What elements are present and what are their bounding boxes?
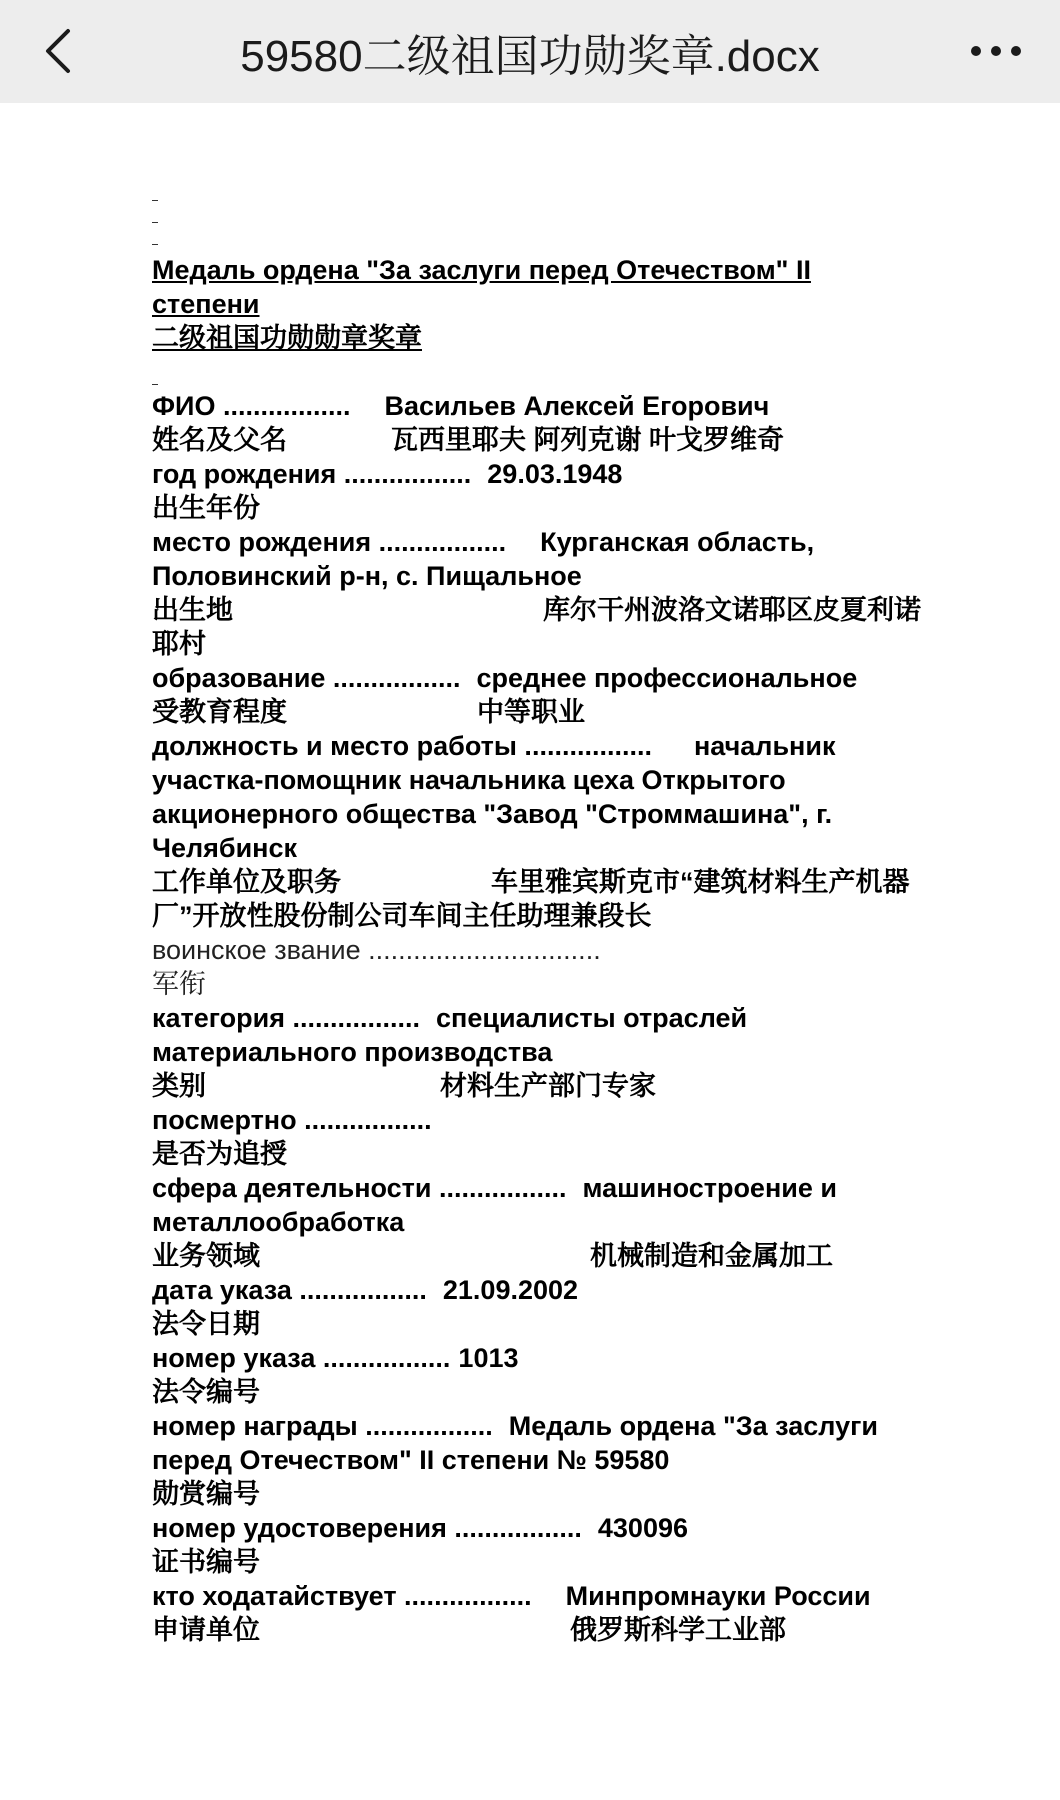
field-text: 1013 <box>458 1343 519 1373</box>
field-place-cont: Половинский р-н, с. Пищальное <box>152 561 582 591</box>
field-birth-cn: 出生年份 <box>152 493 260 523</box>
field-text: начальник <box>693 731 836 761</box>
field-text: 材料生产部门专家 <box>440 1071 656 1101</box>
field-sphere-cn <box>152 1239 982 1273</box>
field-text: 受教育程度 <box>152 697 287 727</box>
field-text: среднее профессиональное <box>476 663 858 693</box>
field-award-number-cont: перед Отечеством" II степени № 59580 <box>152 1445 670 1475</box>
field-place <box>152 525 982 559</box>
field-sphere <box>152 1171 982 1205</box>
field-text: 类别 <box>152 1071 206 1101</box>
field-rank: воинское звание ............................... <box>152 935 601 965</box>
field-decree-number-cn: 法令编号 <box>152 1377 260 1407</box>
empty-line-marker <box>152 384 158 385</box>
field-education <box>152 661 982 695</box>
field-text: 29.03.1948 <box>487 459 623 489</box>
field-fio <box>152 389 982 423</box>
field-text: 21.09.2002 <box>442 1275 579 1305</box>
field-job-cn-cont: 厂”开放性股份制公司车间主任助理兼段长 <box>152 901 652 931</box>
field-text: 业务领域 <box>152 1241 260 1271</box>
field-text: место рождения ................. <box>152 527 507 557</box>
field-text: Медаль ордена "За заслуги перед Отечеством" II <box>152 255 811 285</box>
document-body <box>152 200 982 1647</box>
field-text: год рождения ................. <box>152 459 472 489</box>
field-text: номер удостоверения ................. <box>152 1513 582 1543</box>
empty-line-marker <box>152 222 158 223</box>
field-text: 中等职业 <box>477 697 585 727</box>
field-fio-cn <box>152 423 982 457</box>
field-category <box>152 1001 982 1035</box>
top-bar <box>0 0 1060 103</box>
more-dots-icon <box>970 45 1022 57</box>
field-decree-date-cn: 法令日期 <box>152 1309 260 1339</box>
field-text: 车里雅宾斯克市“建筑材料生产机器 <box>491 867 910 897</box>
more-button[interactable] <box>964 30 1028 72</box>
field-award-number-cn: 勋赏编号 <box>152 1479 260 1509</box>
field-place-cn <box>152 593 982 627</box>
field-text: категория ................. <box>152 1003 421 1033</box>
field-text: кто ходатайствует ................. <box>152 1581 532 1611</box>
field-text: ФИО ................. <box>152 391 351 421</box>
empty-line-marker <box>152 244 158 245</box>
field-text: Васильев Алексей Егорович <box>384 391 770 421</box>
field-text: Курганская область, <box>540 527 815 557</box>
field-decree-number <box>152 1341 982 1375</box>
field-text: специалисты отраслей <box>436 1003 748 1033</box>
field-job-cont: Челябинск <box>152 833 298 863</box>
field-certificate <box>152 1511 982 1545</box>
field-text: 430096 <box>597 1513 688 1543</box>
field-text: дата указа ................. <box>152 1275 427 1305</box>
field-text: номер указа ................. <box>152 1343 451 1373</box>
field-text: 姓名及父名 <box>152 425 287 455</box>
empty-line-marker <box>152 200 158 201</box>
field-text: Медаль ордена "За заслуги <box>508 1411 878 1441</box>
field-job-cont: акционерного общества "Завод "Строммашина", г. <box>152 799 833 829</box>
field-posthumous-cn: 是否为追授 <box>152 1139 287 1169</box>
field-category-cn <box>152 1069 982 1103</box>
field-posthumous: посмертно ................. <box>152 1105 432 1135</box>
field-education-cn <box>152 695 982 729</box>
field-text: 机械制造和金属加工 <box>590 1241 833 1271</box>
document-heading <box>152 253 982 355</box>
field-text: образование ................. <box>152 663 461 693</box>
field-decree-date <box>152 1273 982 1307</box>
field-job-cn <box>152 865 982 899</box>
field-award-number <box>152 1409 982 1443</box>
field-petitioner <box>152 1579 982 1613</box>
field-text: Минпромнауки России <box>565 1581 871 1611</box>
field-text: машиностроение и <box>582 1173 837 1203</box>
field-job <box>152 729 982 763</box>
field-text: номер награды ................. <box>152 1411 493 1441</box>
field-petitioner-cn <box>152 1613 982 1647</box>
back-button[interactable] <box>34 22 82 80</box>
field-text: 二级祖国功勋勋章奖章 <box>152 323 422 353</box>
field-sphere-cont: металлообработка <box>152 1207 405 1237</box>
field-rank-cn: 军衔 <box>152 969 206 999</box>
field-place-cn-cont: 耶村 <box>152 629 206 659</box>
field-text: 工作单位及职务 <box>152 867 341 897</box>
field-certificate-cn: 证书编号 <box>152 1547 260 1577</box>
field-text: сфера деятельности ................. <box>152 1173 567 1203</box>
chevron-left-icon <box>44 28 72 74</box>
field-text: 瓦西里耶夫 阿列克谢 叶戈罗维奇 <box>391 425 785 455</box>
field-category-cont: материального производства <box>152 1037 553 1067</box>
field-text: 库尔干州波洛文诺耶区皮夏利诺 <box>543 595 921 625</box>
field-birth <box>152 457 982 491</box>
field-job-cont: участка-помощник начальника цеха Открытого <box>152 765 786 795</box>
document-title: 59580二级祖国功勋奖章.docx <box>240 31 820 81</box>
field-text: 俄罗斯科学工业部 <box>570 1615 786 1645</box>
field-text: 出生地 <box>152 595 233 625</box>
field-text: степени <box>152 289 260 319</box>
field-text: 申请单位 <box>152 1615 260 1645</box>
field-text: должность и место работы ................. <box>152 731 652 761</box>
